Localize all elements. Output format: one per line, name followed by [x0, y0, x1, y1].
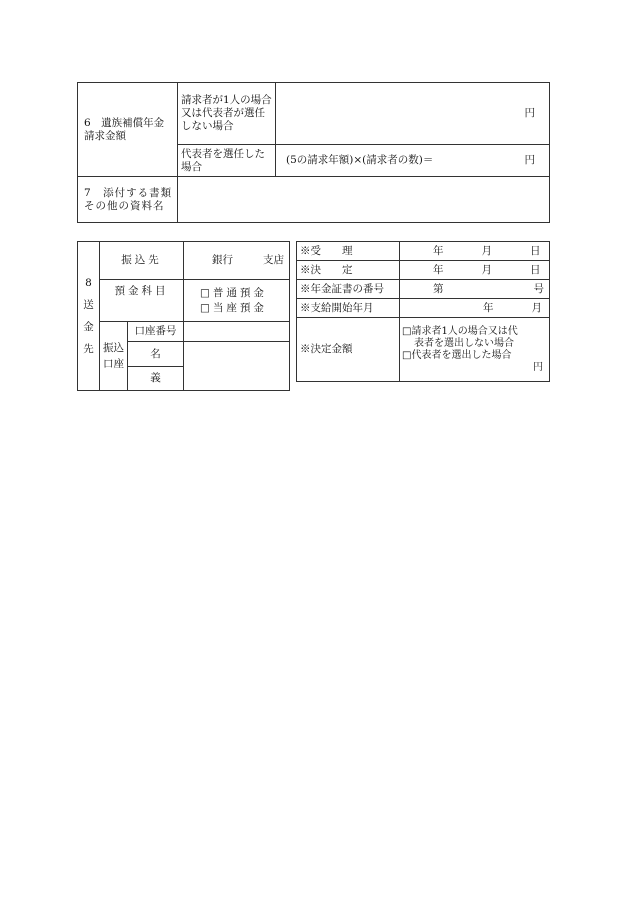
item7-value[interactable] — [178, 177, 550, 223]
deposit-current-checkbox[interactable]: □当座預金 — [200, 301, 267, 314]
decided-amount-field[interactable] — [400, 318, 550, 382]
receipt-date-field[interactable]: 年 月 日 — [400, 242, 550, 261]
account-label: 振込 口座 — [100, 322, 128, 391]
claim-table — [77, 82, 550, 223]
option-single-checkbox[interactable]: □請求者1人の場合又は代 — [402, 325, 518, 337]
item6-amount1[interactable] — [276, 83, 550, 145]
item6-sub1: 請求者が1人の場合又は代表者が選任しない場合 — [178, 83, 276, 145]
yen-label-1: 円 — [524, 107, 535, 119]
yen-label-2: 円 — [524, 154, 535, 166]
cert-number-field[interactable]: 第 号 — [400, 280, 550, 299]
item6-formula-cell[interactable] — [276, 145, 550, 177]
bank-label: 銀行 — [212, 254, 233, 266]
account-number-label: 口座番号 — [128, 322, 184, 342]
account-name-label-1: 名 — [128, 342, 184, 367]
deposit-ordinary-checkbox[interactable]: □普通預金 — [200, 286, 267, 299]
decided-amount-label: ※決定金額 — [297, 318, 400, 382]
item7-label: 7 添付する書類その他の資料名 — [78, 177, 178, 223]
account-name-field[interactable] — [184, 342, 290, 391]
deposit-type-label: 預金科目 — [100, 280, 184, 322]
account-number-field[interactable] — [184, 322, 290, 342]
pay-start-label: ※支給開始年月 — [297, 299, 400, 318]
transfer-to-label: 振込先 — [100, 242, 184, 280]
remittance-table — [77, 241, 290, 391]
account-name-label-2: 義 — [128, 367, 184, 391]
decided-yen-label: 円 — [533, 361, 543, 373]
office-use-table — [296, 241, 550, 382]
branch-label: 支店 — [263, 254, 284, 266]
decision-label: ※決 定 — [297, 261, 400, 280]
item6-label: 6 遺族補償年金請求金額 — [78, 83, 178, 177]
item6-sub2: 代表者を選任した場合 — [178, 145, 276, 177]
receipt-label: ※受 理 — [297, 242, 400, 261]
option-single-text: 表者を選出しない場合 — [414, 337, 514, 349]
option-rep-checkbox[interactable]: □代表者を選出した場合 — [402, 349, 512, 361]
section-8-label: 8 送 金 先 — [78, 242, 100, 391]
item6-formula: (5の請求年額)×(請求者の数)＝ — [286, 154, 434, 166]
bank-branch-field[interactable] — [184, 242, 290, 280]
decision-date-field[interactable]: 年 月 日 — [400, 261, 550, 280]
pay-start-field[interactable]: 年 月 — [400, 299, 550, 318]
deposit-type-options[interactable] — [184, 280, 290, 322]
cert-number-label: ※年金証書の番号 — [297, 280, 400, 299]
